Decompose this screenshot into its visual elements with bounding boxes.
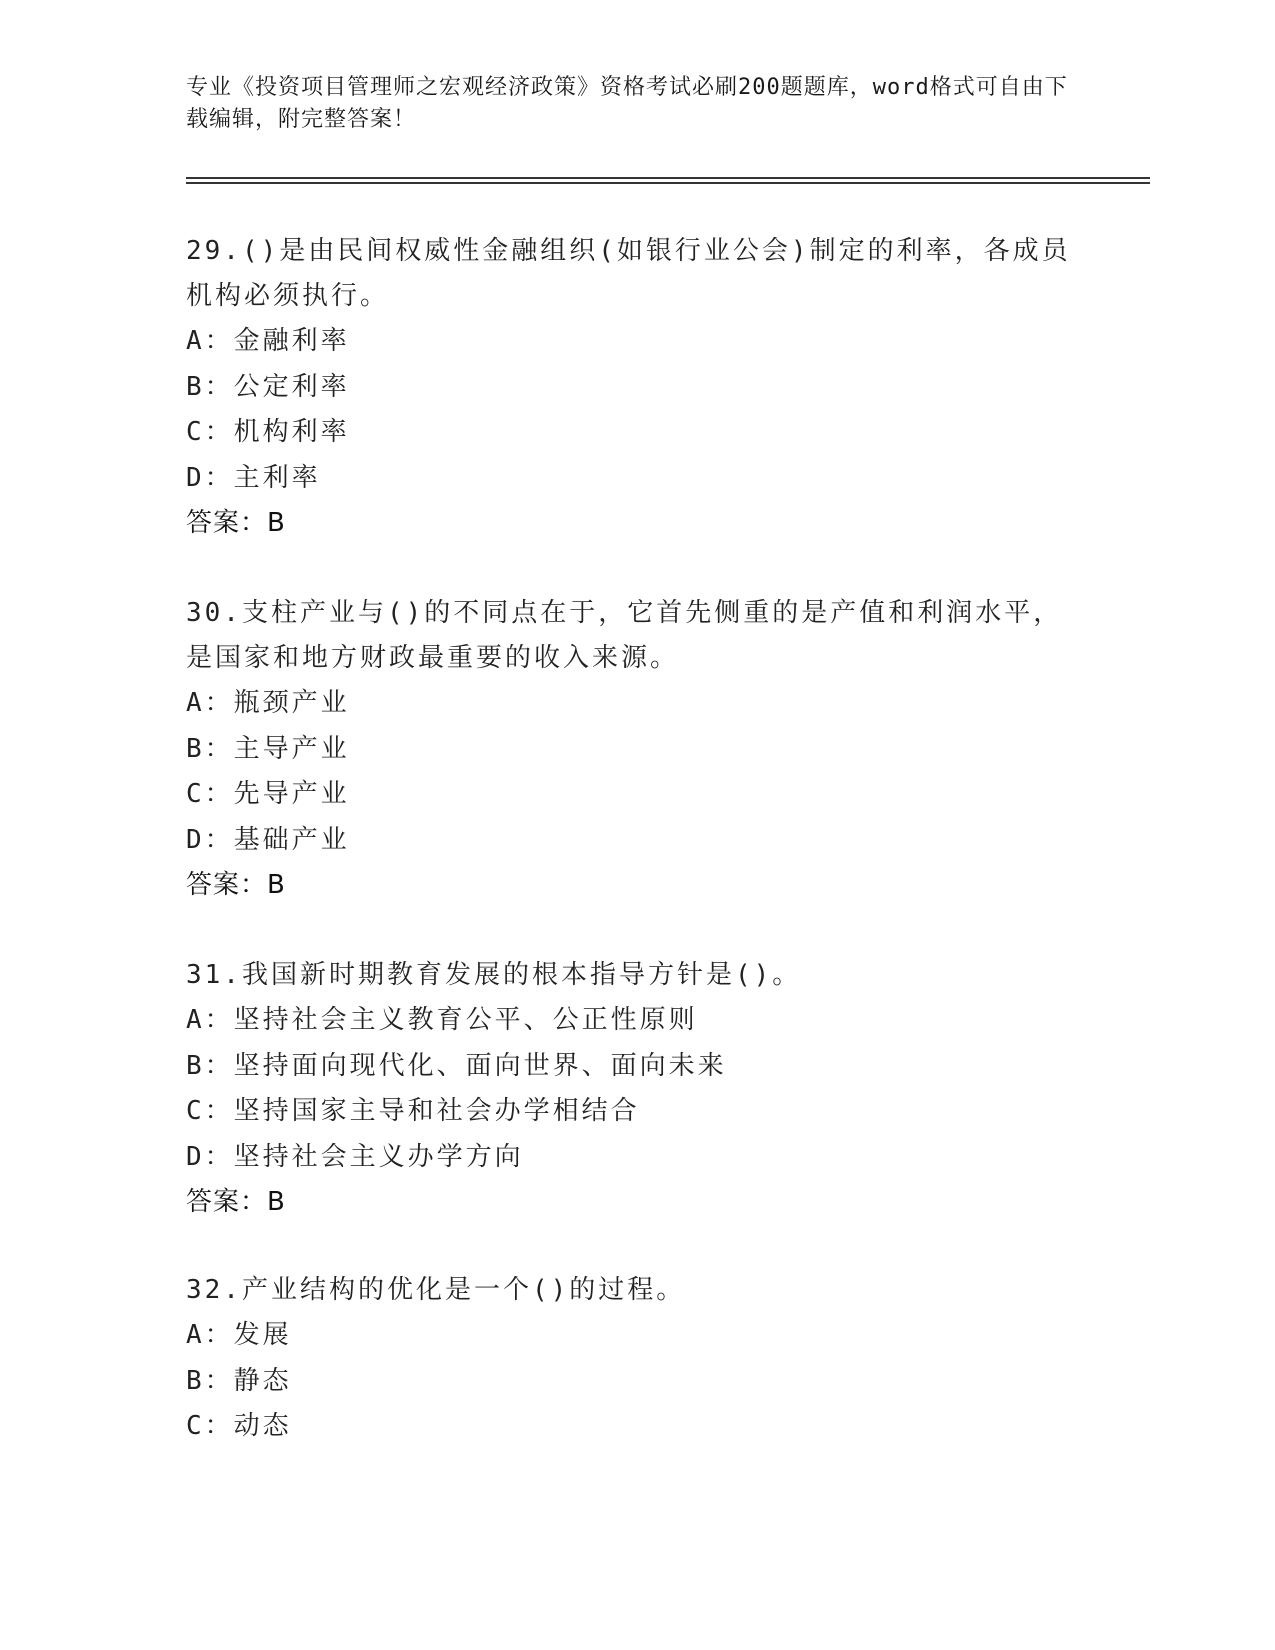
question-stem: 30.支柱产业与()的不同点在于，它首先侧重的是产值和利润水平，是国家和地方财政最重要的收入来源。 [186, 598, 1063, 673]
option-a: A：坚持社会主义教育公平、公正性原则 [186, 1005, 698, 1035]
question-29 [186, 229, 1086, 546]
option-d: D：坚持社会主义办学方向 [186, 1141, 524, 1172]
question-32 [186, 1268, 1086, 1450]
option-c: C：机构利率 [186, 417, 350, 447]
answer-line: 答案：B [186, 870, 286, 900]
question-stem: 29.()是由民间权威性金融组织(如银行业公会)制定的利率，各成员机构必须执行。 [186, 236, 1071, 311]
option-b: B：静态 [186, 1365, 292, 1396]
answer-line: 答案：B [186, 1187, 286, 1217]
question-31 [186, 953, 1086, 1225]
option-a: A：瓶颈产业 [186, 688, 350, 718]
option-c: C：先导产业 [186, 779, 350, 809]
question-30 [186, 591, 1086, 908]
option-a: A：金融利率 [186, 326, 350, 356]
question-stem: 31.我国新时期教育发展的根本指导方针是()。 [186, 960, 802, 990]
option-b: B：主导产业 [186, 733, 350, 764]
option-d: D：主利率 [186, 462, 321, 493]
question-stem: 32.产业结构的优化是一个()的过程。 [186, 1275, 686, 1305]
option-d: D：基础产业 [186, 824, 350, 855]
answer-line: 答案：B [186, 508, 286, 538]
option-b: B：公定利率 [186, 371, 350, 402]
header-divider-top [186, 177, 1150, 179]
option-c: C：动态 [186, 1411, 292, 1441]
option-a: A：发展 [186, 1320, 292, 1350]
document-header: 专业《投资项目管理师之宏观经济政策》资格考试必刷200题题库，word格式可自由下载编辑，附完整答案！ [186, 75, 1068, 132]
option-c: C：坚持国家主导和社会办学相结合 [186, 1096, 640, 1126]
header-divider-bottom [186, 182, 1150, 184]
option-b: B：坚持面向现代化、面向世界、面向未来 [186, 1050, 727, 1081]
